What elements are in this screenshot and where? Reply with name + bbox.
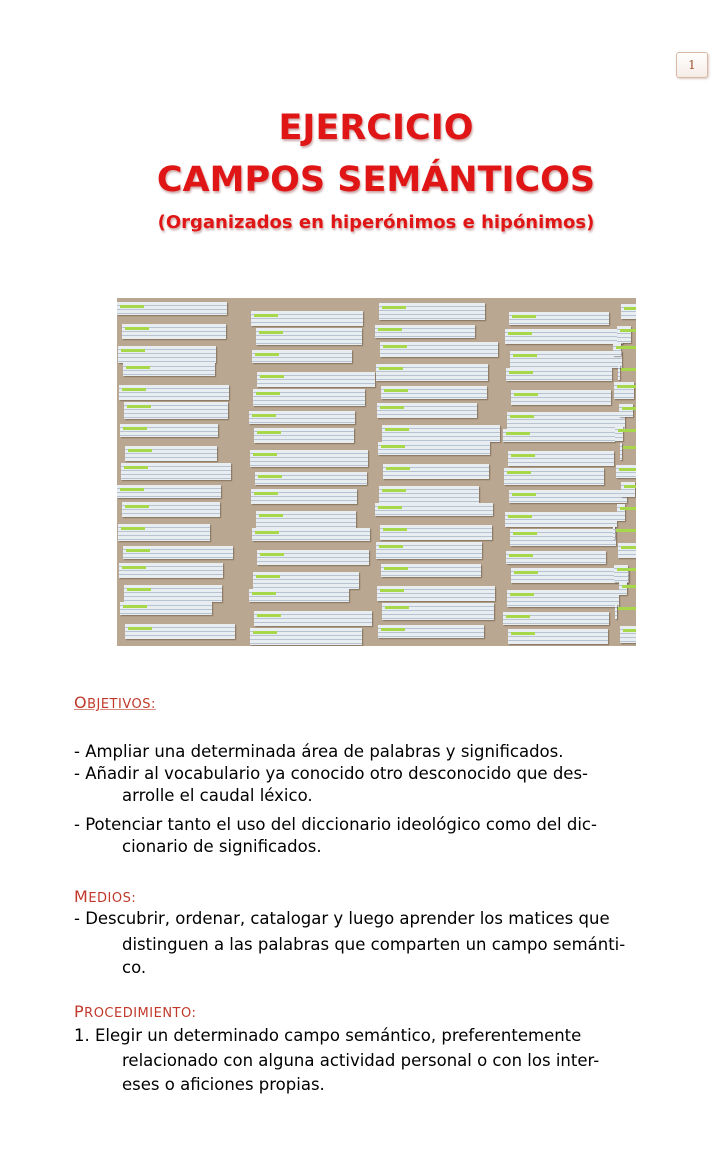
paper-strip [380,525,492,540]
paper-strip [620,443,622,460]
paper-strip [378,442,490,455]
paper-strip [617,326,631,343]
paper-strip [377,403,477,418]
paper-strip [249,589,349,602]
paper-strip [380,342,498,357]
objetivos-line: cionario de significados. [122,837,322,856]
paper-strip [510,529,616,546]
paper-strip [125,446,217,461]
paper-strip [379,486,479,503]
paper-strip [253,389,365,406]
paper-strip [255,472,367,485]
paper-strip [615,426,623,441]
medios-heading [74,887,136,906]
paper-strip [381,386,487,399]
paper-strip [614,382,634,399]
paper-strip [376,364,488,381]
paper-strip [254,611,372,626]
paper-strip [250,628,362,645]
objetivos-line: - Añadir al vocabulario ya conocido otro desconocido que des- [74,764,589,783]
medios-heading-rest: EDIOS: [88,891,137,906]
word-strips-photo [117,298,636,646]
paper-strip [508,629,608,644]
medios-heading-initial: M [74,887,89,906]
paper-strip [117,485,221,498]
procedimiento-heading-initial: P [74,1002,85,1021]
procedimiento-heading [74,1002,196,1021]
paper-strip [252,350,352,363]
objetivos-line: arrolle el caudal léxico. [122,786,313,805]
paper-strip [253,572,359,589]
paper-strip [508,451,614,466]
paper-strip [118,524,210,541]
paper-strip [621,304,636,319]
paper-strip [618,543,636,558]
paper-strip [504,468,604,485]
procedimiento-line: relacionado con alguna actividad personal o con los inter- [122,1051,600,1070]
medios-line: co. [122,958,147,977]
objetivos-line: - Ampliar una determinada área de palabras y significados. [74,742,564,761]
paper-strip [378,625,484,638]
paper-strip [619,404,633,417]
medios-line: - Descubrir, ordenar, catalogar y luego aprender los matices que [74,909,610,928]
title-subtitle: (Organizados en hiperónimos e hipónimos) [157,212,595,233]
objetivos-heading-initial: O [74,693,88,712]
paper-strip [123,546,233,559]
paper-strip [505,329,623,344]
paper-strip [506,368,612,381]
objetivos-heading [74,693,156,712]
paper-strip [377,586,495,601]
paper-strip [613,343,621,356]
paper-strip [511,390,611,405]
paper-strip [250,450,368,467]
paper-strip [507,590,619,607]
paper-strip [256,328,362,345]
paper-strip [124,402,228,419]
paper-strip [249,411,355,424]
title-line-1: EJERCICIO [278,108,474,148]
paper-strip [117,302,227,315]
paper-strip [510,351,622,368]
paper-strip [615,604,617,619]
paper-strip [124,585,222,602]
paper-strip [505,512,617,527]
paper-strip [120,424,218,437]
paper-strip [621,482,635,497]
paper-strip [251,311,363,326]
paper-strip [256,511,356,528]
paper-strip [618,365,620,380]
paper-strip [254,428,354,443]
objetivos-line: - Potenciar tanto el uso del diccionario ideológico como del dic- [74,815,597,834]
paper-strip [503,429,615,442]
procedimiento-line: 1. Elegir un determinado campo semántico, preferentemente [74,1026,582,1045]
paper-strip [252,528,370,541]
paper-strip [383,464,489,479]
paper-strip [509,490,627,503]
paper-strip [616,465,636,478]
paper-strip [119,385,229,400]
paper-strip [121,463,231,480]
paper-strip [613,526,615,539]
medios-line: distinguen a las palabras que comparten un campo semánti- [122,935,626,954]
paper-strip [382,425,500,442]
paper-strip [506,551,606,564]
paper-strip [619,582,627,595]
paper-strip [379,303,485,320]
paper-strip [122,324,226,339]
paper-strip [375,325,475,338]
paper-strip [614,565,628,582]
paper-strip [509,312,609,325]
paper-strip [118,346,216,363]
paper-strip [381,564,481,577]
paper-strip [503,612,609,625]
paper-strip [251,489,357,504]
paper-strip [511,568,629,583]
paper-strip [382,603,494,620]
paper-strip [257,550,369,565]
procedimiento-line: eses o aficiones propias. [122,1075,325,1094]
paper-strip [507,412,625,429]
page-number: 1 [676,52,708,78]
paper-strip [125,624,235,639]
procedimiento-heading-rest: ROCEDIMIENTO: [84,1006,197,1021]
paper-strip [119,563,223,578]
objetivos-heading-rest: BJETIVOS: [87,697,156,712]
paper-strip [123,363,215,376]
paper-strip [257,372,375,387]
title-line-2: CAMPOS SEMÁNTICOS [156,160,596,200]
paper-strip [620,626,636,643]
paper-strip [375,503,493,516]
paper-strip [122,502,220,517]
paper-strip [120,602,212,615]
paper-strip [617,504,625,521]
paper-strip [376,542,482,559]
